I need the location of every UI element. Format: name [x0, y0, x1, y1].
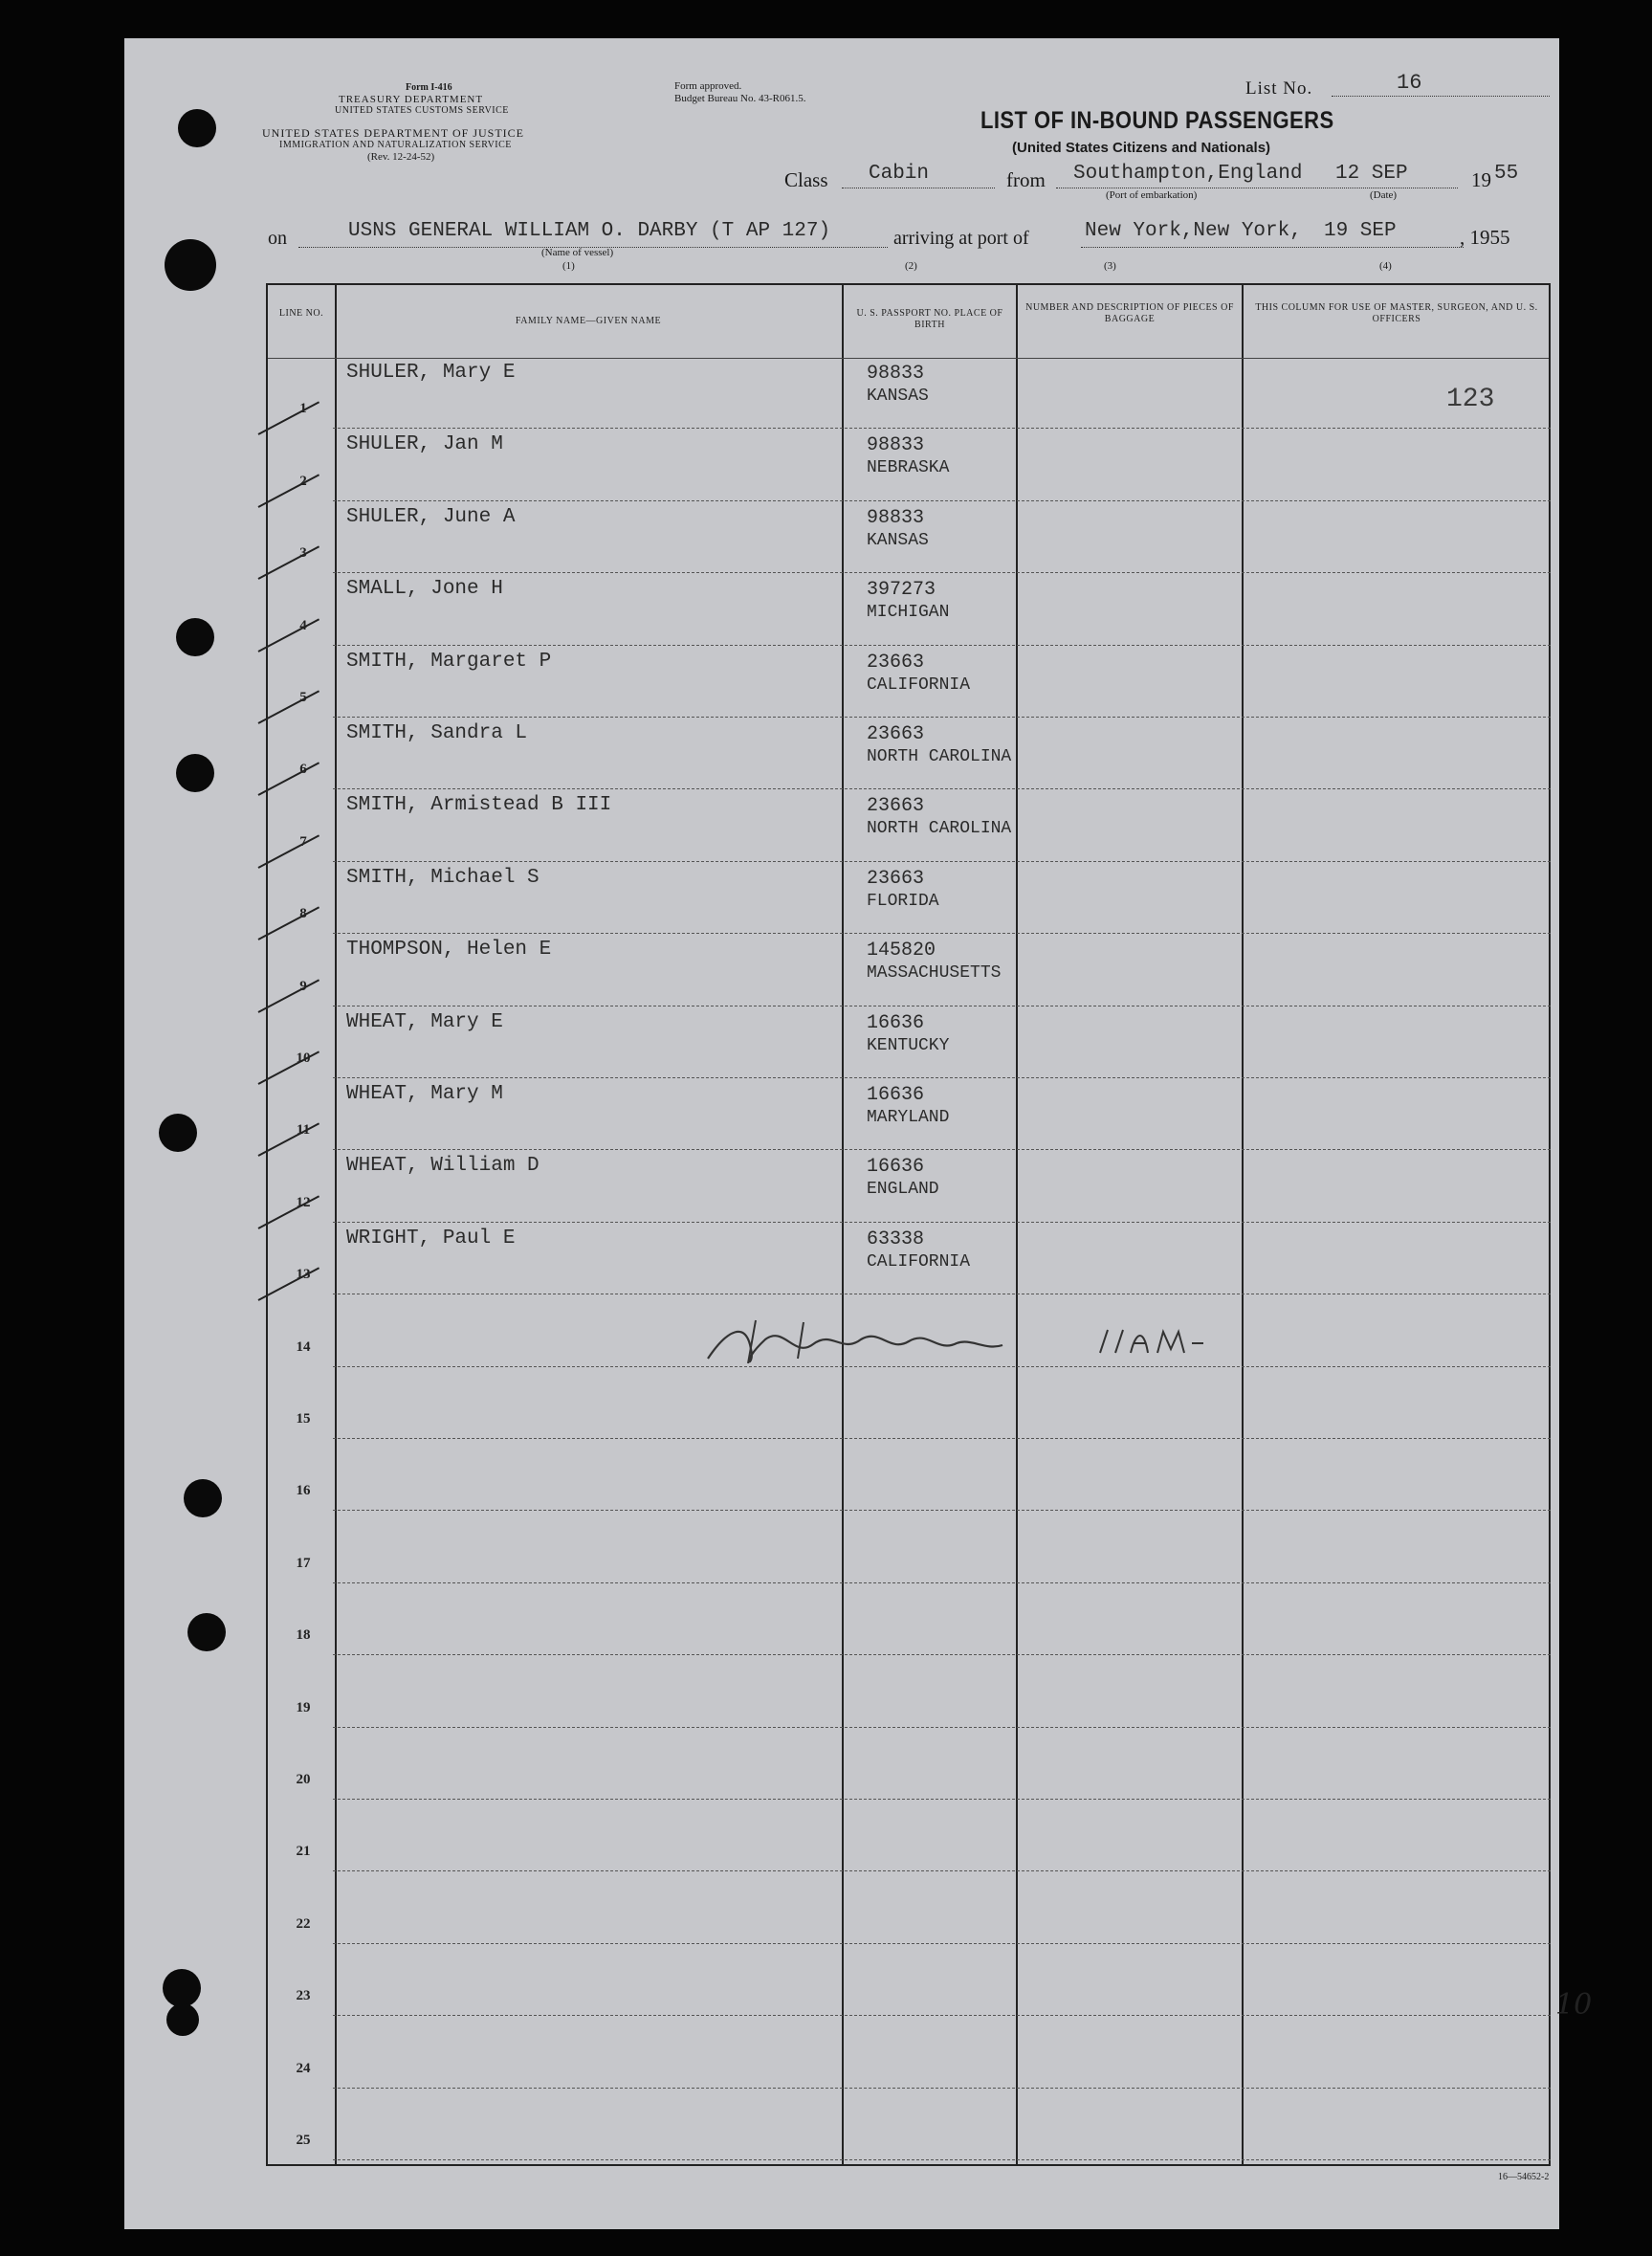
row-divider [333, 2015, 1551, 2016]
line-number: 17 [296, 1555, 311, 1571]
passenger-name: SMITH, Michael S [346, 866, 540, 889]
class-value: Cabin [869, 163, 930, 185]
row-divider [333, 1510, 1551, 1511]
row-divider [333, 1654, 1551, 1655]
place-of-birth: ENGLAND [867, 1180, 939, 1200]
customs-service: UNITED STATES CUSTOMS SERVICE [335, 105, 509, 116]
line-number: 10 [296, 1051, 311, 1066]
passport-number: 23663 [867, 867, 925, 890]
place-of-birth: CALIFORNIA [867, 675, 971, 695]
place-of-birth: MICHIGAN [867, 603, 950, 623]
col-number-2: (2) [905, 260, 917, 272]
row-divider [333, 1943, 1551, 1944]
row-divider [333, 1149, 1551, 1150]
year-suffix: 55 [1494, 163, 1519, 185]
arrival-date: 19 SEP [1324, 220, 1397, 242]
passport-number: 16636 [867, 1011, 925, 1034]
from-label: from [1006, 168, 1046, 191]
binder-hole [165, 239, 216, 291]
passport-number: 98833 [867, 434, 925, 457]
place-of-birth: MASSACHUSETTS [867, 963, 1002, 984]
line-number: 3 [299, 545, 307, 562]
binder-hole [159, 1114, 197, 1152]
col-number-3: (3) [1104, 260, 1116, 272]
binder-hole [176, 618, 214, 656]
handwritten-signature [698, 1311, 1272, 1378]
row-divider [333, 1222, 1551, 1223]
passenger-name: SHULER, Jan M [346, 433, 503, 456]
line-number: 15 [296, 1411, 311, 1427]
line-number: 19 [296, 1699, 311, 1715]
passenger-name: SMITH, Sandra L [346, 722, 528, 744]
place-of-birth: NEBRASKA [867, 458, 950, 478]
row-divider [333, 933, 1551, 934]
footer-code: 16—54652-2 [1498, 2172, 1550, 2182]
line-number: 7 [299, 833, 307, 850]
line-number: 18 [296, 1627, 311, 1644]
list-no-line [1332, 96, 1550, 97]
row-divider [333, 1438, 1551, 1439]
form-number: Form I-416 [406, 82, 452, 93]
margin-note: 10 [1555, 1988, 1593, 2022]
column-divider [842, 285, 844, 2164]
treasury-department: TREASURY DEPARTMENT [339, 94, 484, 105]
line-number: 16 [296, 1483, 311, 1499]
passenger-name: SHULER, Mary E [346, 362, 516, 384]
line-number: 24 [296, 2060, 311, 2076]
passport-number: 98833 [867, 363, 925, 385]
line-number: 22 [296, 1915, 311, 1932]
line-number: 8 [299, 906, 307, 922]
column-divider [1242, 285, 1244, 2164]
line-number: 2 [299, 473, 307, 489]
place-of-birth: KANSAS [867, 387, 929, 406]
embark-port: Southampton,England [1073, 163, 1303, 185]
row-divider [333, 2159, 1551, 2160]
form-approved: Form approved. [674, 80, 742, 92]
row-divider [333, 717, 1551, 718]
embark-date: 12 SEP [1335, 163, 1408, 185]
place-of-birth: MARYLAND [867, 1108, 950, 1127]
place-of-birth: KENTUCKY [867, 1035, 950, 1055]
row-divider [333, 1077, 1551, 1078]
class-label: Class [784, 168, 828, 191]
passenger-name: SMITH, Armistead B III [346, 794, 612, 817]
row-divider [333, 2088, 1551, 2089]
passport-number: 63338 [867, 1228, 925, 1250]
place-of-birth: KANSAS [867, 530, 929, 550]
row-divider [333, 1582, 1551, 1583]
passport-number: 397273 [867, 579, 936, 602]
passenger-name: WRIGHT, Paul E [346, 1227, 516, 1250]
passport-number: 145820 [867, 940, 936, 962]
page-title: LIST OF IN-BOUND PASSENGERS [980, 107, 1334, 134]
line-number: 23 [296, 1988, 311, 2004]
col-number-1: (1) [562, 260, 575, 272]
line-number: 12 [296, 1194, 311, 1210]
vessel-name: USNS GENERAL WILLIAM O. DARBY (T AP 127) [348, 220, 831, 242]
passenger-name: WHEAT, Mary M [346, 1083, 503, 1105]
row-divider [333, 1727, 1551, 1728]
binder-hole [187, 1613, 226, 1651]
arrival-port: New York,New York, [1085, 220, 1302, 242]
passenger-table [266, 283, 1551, 2166]
date-caption: (Date) [1370, 189, 1398, 201]
line-number: 13 [296, 1267, 311, 1283]
line-number: 5 [299, 690, 307, 705]
department-of-justice: UNITED STATES DEPARTMENT OF JUSTICE [262, 126, 525, 140]
binder-hole [163, 1969, 201, 2007]
list-no-label: List No. [1245, 78, 1313, 99]
arrival-year: , 1955 [1460, 226, 1510, 249]
row-divider [333, 861, 1551, 862]
passport-number: 23663 [867, 795, 925, 818]
binder-hole [184, 1479, 222, 1517]
line-number: 9 [299, 978, 307, 994]
place-of-birth: NORTH CAROLINA [867, 747, 1012, 766]
year-prefix: 19 [1471, 168, 1491, 191]
header-passport: U. S. PASSPORT NO. PLACE OF BIRTH [856, 308, 1003, 330]
passport-number: 16636 [867, 1084, 925, 1106]
header-name: FAMILY NAME—GIVEN NAME [515, 316, 662, 326]
on-label: on [268, 228, 287, 249]
arriving-label: arriving at port of [893, 228, 1029, 249]
place-of-birth: FLORIDA [867, 891, 939, 911]
header-separator [268, 358, 1549, 359]
row-divider [333, 1870, 1551, 1871]
row-divider [333, 788, 1551, 789]
list-no-value: 16 [1397, 71, 1422, 95]
header-baggage: NUMBER AND DESCRIPTION OF PIECES OF BAGGAGE [1025, 302, 1234, 324]
header-line-no: LINE NO. [278, 308, 324, 319]
line-number: 20 [296, 1772, 311, 1787]
line-number: 11 [296, 1122, 311, 1139]
place-of-birth: CALIFORNIA [867, 1251, 971, 1272]
ins-label: IMMIGRATION AND NATURALIZATION SERVICE [279, 140, 512, 150]
line-number: 4 [299, 617, 307, 633]
passenger-name: WHEAT, William D [346, 1155, 540, 1178]
header-officer: THIS COLUMN FOR USE OF MASTER, SURGEON, AND U. S. OFFICERS [1255, 302, 1538, 324]
row-divider [333, 572, 1551, 573]
binder-hole [178, 109, 216, 147]
passenger-name: THOMPSON, Helen E [346, 939, 552, 962]
passenger-name: SHULER, June A [346, 505, 516, 528]
arrival-line [1081, 247, 1464, 248]
binder-hole [176, 754, 214, 792]
passenger-name: WHEAT, Mary E [346, 1010, 503, 1033]
col-number-4: (4) [1379, 260, 1392, 272]
passport-number: 16636 [867, 1156, 925, 1179]
passport-number: 23663 [867, 651, 925, 674]
line-number: 6 [299, 762, 307, 778]
vessel-caption: (Name of vessel) [541, 247, 614, 258]
column-divider [1016, 285, 1018, 2164]
passenger-name: SMITH, Margaret P [346, 650, 552, 673]
row-divider [333, 645, 1551, 646]
line-number: 14 [296, 1338, 311, 1355]
passport-number: 98833 [867, 506, 925, 529]
embark-caption: (Port of embarkation) [1106, 189, 1198, 201]
passenger-name: SMALL, Jone H [346, 578, 503, 601]
passport-number: 23663 [867, 723, 925, 745]
row-divider [333, 1799, 1551, 1800]
line-number: 21 [296, 1844, 311, 1860]
place-of-birth: NORTH CAROLINA [867, 819, 1012, 839]
row-divider [333, 500, 1551, 501]
budget-bureau: Budget Bureau No. 43-R061.5. [674, 93, 806, 104]
officer-note: 123 [1446, 385, 1495, 414]
binder-hole [166, 2003, 199, 2036]
revision: (Rev. 12-24-52) [367, 151, 435, 163]
line-number: 25 [296, 2133, 311, 2148]
line-number: 1 [299, 401, 307, 417]
page-subtitle: (United States Citizens and Nationals) [1012, 140, 1271, 156]
column-divider [335, 285, 337, 2164]
row-divider [333, 428, 1551, 429]
